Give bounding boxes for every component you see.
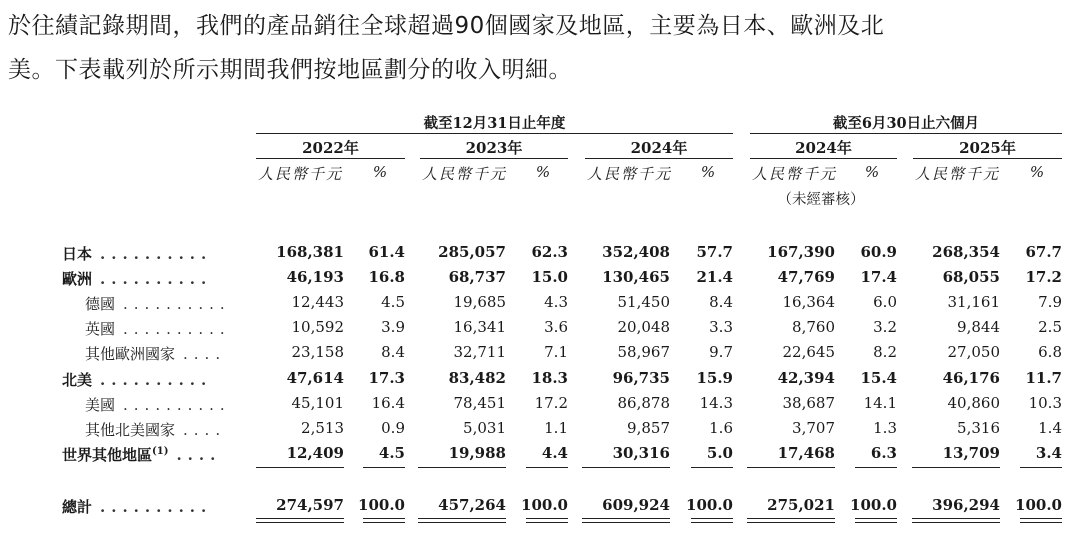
percent-cell: 0.9	[381, 419, 405, 437]
amount-cell: 19,988	[448, 444, 506, 462]
percent-cell: 9.7	[709, 343, 733, 361]
percent-cell: 60.9	[860, 243, 897, 261]
year-header-rule	[585, 158, 733, 159]
amount-cell: 168,381	[276, 243, 344, 261]
leader-dots: ..........	[123, 396, 231, 414]
amount-cell: 130,465	[602, 268, 670, 286]
row-label	[85, 318, 231, 339]
percent-label: %	[535, 163, 551, 181]
percent-cell: 57.7	[696, 243, 733, 261]
unit-label: 人民幣千元	[752, 165, 838, 183]
amount-cell: 78,451	[453, 394, 506, 412]
leader-dots: ..........	[123, 295, 231, 313]
percent-cell: 62.3	[531, 243, 568, 261]
unit-label: 人民幣千元	[587, 165, 673, 183]
year-header: 2022年	[302, 139, 359, 157]
amount-cell: 68,737	[448, 268, 506, 286]
percent-label: %	[700, 163, 716, 181]
percent-cell: 1.3	[873, 419, 897, 437]
amount-cell: 40,860	[947, 394, 1000, 412]
percent-label: %	[372, 163, 388, 181]
percent-cell: 6.0	[873, 293, 897, 311]
percent-cell: 3.4	[1035, 444, 1062, 462]
unaudited-note: （未經審核）	[777, 192, 865, 208]
amount-cell: 58,967	[617, 343, 670, 361]
subtotal-rule	[691, 467, 733, 468]
percent-cell: 17.3	[368, 369, 405, 387]
row-label	[85, 394, 231, 415]
amount-cell: 457,264	[438, 496, 506, 514]
percent-cell: 100.0	[358, 496, 405, 514]
percent-cell: 18.3	[531, 369, 568, 387]
leader-dots: ..........	[100, 270, 213, 288]
subtotal-rule	[418, 467, 506, 468]
percent-cell: 67.7	[1025, 243, 1062, 261]
percent-cell: 1.1	[544, 419, 568, 437]
amount-cell: 12,443	[291, 293, 344, 311]
unit-label: 人民幣千元	[258, 165, 344, 183]
percent-cell: 3.3	[709, 318, 733, 336]
total-double-rule	[747, 518, 835, 523]
percent-cell: 100.0	[686, 496, 733, 514]
percent-cell: 17.4	[860, 268, 897, 286]
percent-cell: 8.4	[381, 343, 405, 361]
period-header-interim: 截至6月30日止六個月	[832, 115, 980, 132]
amount-cell: 68,055	[942, 268, 1000, 286]
region-name: 美國	[85, 396, 116, 414]
year-header: 2025年	[959, 139, 1016, 157]
row-label	[85, 343, 226, 364]
amount-cell: 46,193	[286, 268, 344, 286]
percent-cell: 8.4	[709, 293, 733, 311]
percent-cell: 16.4	[371, 394, 405, 412]
region-name: 歐洲	[62, 270, 93, 288]
year-header-rule	[256, 158, 405, 159]
amount-cell: 19,685	[453, 293, 506, 311]
year-header-rule	[420, 158, 568, 159]
percent-label: %	[864, 163, 880, 181]
region-name: 英國	[85, 320, 116, 338]
amount-cell: 22,645	[782, 343, 835, 361]
intro-paragraph	[8, 6, 1074, 90]
percent-cell: 1.6	[709, 419, 733, 437]
region-name: 其他北美國家	[85, 421, 176, 439]
percent-cell: 3.6	[544, 318, 568, 336]
intro-line-2: 美。下表載列於所示期間我們按地區劃分的收入明細。	[8, 57, 572, 83]
percent-cell: 11.7	[1025, 369, 1062, 387]
amount-cell: 396,294	[932, 496, 1000, 514]
amount-cell: 609,924	[602, 496, 670, 514]
percent-cell: 3.2	[873, 318, 897, 336]
unit-label: 人民幣千元	[422, 165, 508, 183]
amount-cell: 47,769	[777, 268, 835, 286]
amount-cell: 275,021	[767, 496, 835, 514]
year-header: 2023年	[465, 139, 523, 157]
intro-line-1: 於往績記錄期間，我們的產品銷往全球超過90個國家及地區，主要為日本、歐洲及北	[8, 13, 885, 39]
percent-cell: 2.5	[1038, 318, 1062, 336]
leader-dots: ....	[176, 446, 222, 464]
percent-cell: 16.8	[368, 268, 405, 286]
amount-cell: 86,878	[617, 394, 670, 412]
percent-cell: 6.8	[1038, 343, 1062, 361]
leader-dots: ..........	[123, 320, 231, 338]
region-name: 德國	[85, 295, 116, 313]
leader-dots: ..........	[100, 371, 213, 389]
region-name: 其他歐洲國家	[85, 345, 176, 363]
total-double-rule	[912, 518, 1000, 523]
percent-cell: 1.4	[1038, 419, 1062, 437]
region-name: 總計	[62, 498, 93, 516]
percent-cell: 17.2	[534, 394, 568, 412]
amount-cell: 51,450	[617, 293, 670, 311]
row-label	[62, 496, 212, 517]
amount-cell: 31,161	[947, 293, 1000, 311]
amount-cell: 5,031	[463, 419, 506, 437]
leader-dots: ....	[183, 421, 227, 439]
row-label	[62, 268, 212, 289]
amount-cell: 17,468	[777, 444, 835, 462]
subtotal-rule	[912, 467, 1000, 468]
subtotal-rule	[582, 467, 670, 468]
amount-cell: 46,176	[942, 369, 1000, 387]
row-label	[62, 243, 212, 264]
total-double-rule	[691, 518, 733, 523]
total-double-rule	[418, 518, 506, 523]
percent-cell: 21.4	[696, 268, 733, 286]
footnote-marker: (1)	[152, 446, 169, 457]
amount-cell: 352,408	[602, 243, 670, 261]
year-header: 2024年	[795, 139, 852, 157]
amount-cell: 9,857	[627, 419, 670, 437]
percent-cell: 15.9	[696, 369, 733, 387]
subtotal-rule	[256, 467, 344, 468]
row-label	[85, 293, 231, 314]
amount-cell: 32,711	[453, 343, 506, 361]
subtotal-rule	[526, 467, 568, 468]
percent-label: %	[1029, 163, 1045, 181]
amount-cell: 20,048	[617, 318, 670, 336]
period-header-rule	[750, 133, 1062, 134]
subtotal-rule	[1020, 467, 1062, 468]
percent-cell: 4.4	[541, 444, 568, 462]
percent-cell: 4.5	[381, 293, 405, 311]
leader-dots: ..........	[100, 498, 213, 516]
amount-cell: 8,760	[792, 318, 835, 336]
percent-cell: 17.2	[1025, 268, 1062, 286]
amount-cell: 30,316	[612, 444, 670, 462]
region-name: 世界其他地區	[62, 446, 153, 464]
percent-cell: 15.4	[860, 369, 897, 387]
amount-cell: 47,614	[286, 369, 344, 387]
percent-cell: 6.3	[870, 444, 897, 462]
row-label	[85, 419, 226, 440]
amount-cell: 268,354	[932, 243, 1000, 261]
amount-cell: 45,101	[291, 394, 344, 412]
percent-cell: 4.3	[544, 293, 568, 311]
percent-cell: 7.1	[544, 343, 568, 361]
percent-cell: 7.9	[1038, 293, 1062, 311]
percent-cell: 100.0	[1015, 496, 1062, 514]
percent-cell: 5.0	[706, 444, 733, 462]
amount-cell: 83,482	[448, 369, 506, 387]
percent-cell: 3.9	[381, 318, 405, 336]
amount-cell: 16,364	[782, 293, 835, 311]
total-double-rule	[582, 518, 670, 523]
amount-cell: 38,687	[782, 394, 835, 412]
percent-cell: 4.5	[378, 444, 405, 462]
row-label	[62, 444, 221, 465]
percent-cell: 15.0	[531, 268, 568, 286]
subtotal-rule	[363, 467, 405, 468]
amount-cell: 16,341	[453, 318, 506, 336]
percent-cell: 10.3	[1028, 394, 1062, 412]
amount-cell: 5,316	[957, 419, 1000, 437]
period-header-rule	[256, 133, 733, 134]
leader-dots: ..........	[100, 245, 213, 263]
region-name: 北美	[62, 371, 93, 389]
amount-cell: 12,409	[286, 444, 344, 462]
amount-cell: 10,592	[291, 318, 344, 336]
subtotal-rule	[747, 467, 835, 468]
amount-cell: 27,050	[947, 343, 1000, 361]
percent-cell: 14.1	[863, 394, 897, 412]
row-label	[62, 369, 212, 390]
amount-cell: 2,513	[301, 419, 344, 437]
total-double-rule	[363, 518, 405, 523]
percent-cell: 14.3	[699, 394, 733, 412]
subtotal-rule	[855, 467, 897, 468]
amount-cell: 167,390	[767, 243, 835, 261]
amount-cell: 42,394	[777, 369, 835, 387]
year-header-rule	[913, 158, 1062, 159]
amount-cell: 13,709	[942, 444, 1000, 462]
unit-label: 人民幣千元	[915, 165, 1001, 183]
total-double-rule	[256, 518, 344, 523]
total-double-rule	[855, 518, 897, 523]
year-header: 2024年	[630, 139, 688, 157]
amount-cell: 285,057	[438, 243, 506, 261]
amount-cell: 96,735	[612, 369, 670, 387]
period-header-annual: 截至12月31日止年度	[423, 115, 566, 132]
amount-cell: 274,597	[276, 496, 344, 514]
percent-cell: 100.0	[850, 496, 897, 514]
region-name: 日本	[62, 245, 93, 263]
amount-cell: 9,844	[957, 318, 1000, 336]
total-double-rule	[526, 518, 568, 523]
amount-cell: 23,158	[291, 343, 344, 361]
amount-cell: 3,707	[792, 419, 835, 437]
percent-cell: 8.2	[873, 343, 897, 361]
total-double-rule	[1020, 518, 1062, 523]
leader-dots: ....	[183, 345, 227, 363]
year-header-rule	[750, 158, 897, 159]
percent-cell: 100.0	[521, 496, 568, 514]
percent-cell: 61.4	[368, 243, 405, 261]
